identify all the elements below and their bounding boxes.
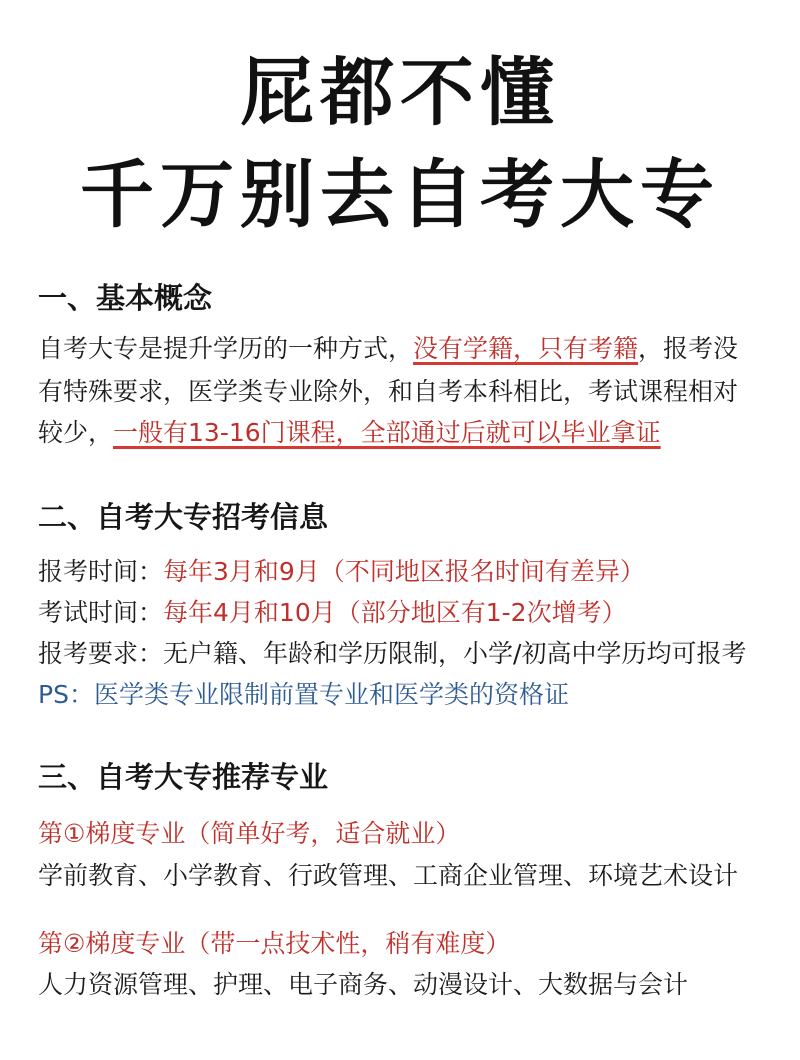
registration-time [38, 553, 645, 591]
registration-label: 报考时间： [38, 557, 164, 586]
section1-highlight-1: 没有学籍，只有考籍 [413, 334, 639, 363]
ps-note: PS：医学类专业限制前置专业和医学类的资格证 [38, 680, 569, 709]
registration-value: 每年3月和9月（不同地区报名时间有差异） [163, 557, 645, 586]
requirements [38, 635, 746, 673]
section1-heading: 一、基本概念 [38, 281, 213, 315]
section1-text: 较少， [38, 418, 114, 447]
section2-heading: 二、自考大专招考信息 [38, 500, 329, 534]
title-line-1: 屁都不懂 [240, 50, 560, 136]
tier1-majors: 学前教育、小学教育、行政管理、工商企业管理、环境艺术设计 [38, 861, 739, 890]
tier2-title: 第②梯度专业（带一点技术性，稍有难度） [38, 929, 511, 958]
section1-text: ，报考没 [638, 334, 739, 363]
section1-paragraph-line-2: 有特殊要求，医学类专业除外，和自考本科相比，考试课程相对 [38, 377, 739, 406]
requirements-label: 报考要求： [38, 639, 164, 668]
exam-label: 考试时间： [38, 598, 164, 627]
title-line-2: 千万别去自考大专 [80, 152, 720, 238]
tier2-majors: 人力资源管理、护理、电子商务、动漫设计、大数据与会计 [38, 970, 689, 999]
requirements-value: 无户籍、年龄和学历限制，小学/初高中学历均可报考 [163, 639, 747, 668]
tier1-title: 第①梯度专业（简单好考，适合就业） [38, 819, 461, 848]
exam-time [38, 594, 627, 632]
section1-highlight-2: 一般有13-16门课程，全部通过后就可以毕业拿证 [113, 418, 661, 447]
section3-heading: 三、自考大专推荐专业 [38, 760, 329, 794]
section1-text: 自考大专是提升学历的一种方式， [38, 334, 414, 363]
exam-value: 每年4月和10月（部分地区有1-2次增考） [163, 598, 627, 627]
section1-paragraph-line-1 [38, 330, 738, 368]
section1-paragraph-line-3 [38, 414, 661, 452]
